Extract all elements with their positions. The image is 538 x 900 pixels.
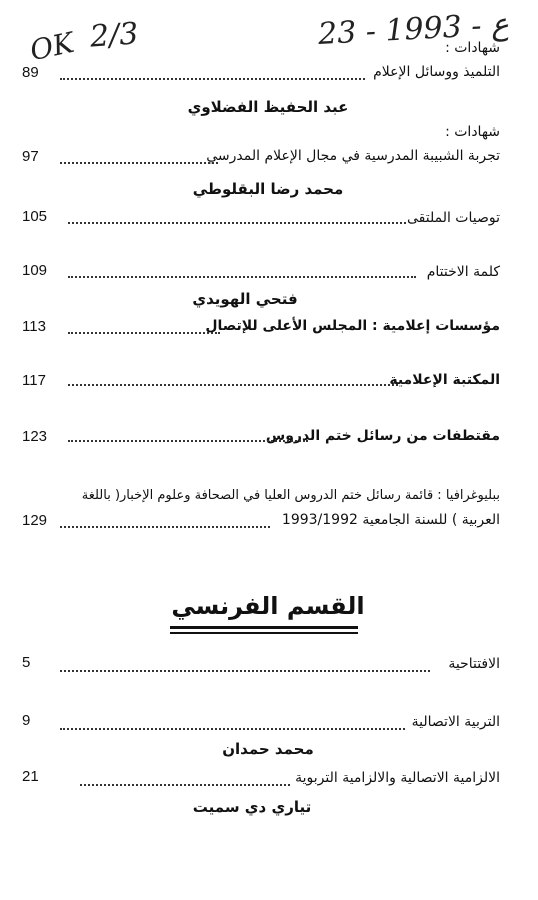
- dot-leader: [60, 526, 270, 528]
- toc-author: محمد رضا البقلوطي: [192, 180, 344, 198]
- toc-entry-page: 117: [22, 372, 46, 389]
- toc-entry-label: ببليوغرافيا : قائمة رسائل ختم الدروس العليا في الصحافة وعلوم الإخبار( باللغة: [81, 488, 500, 503]
- title-underline: [170, 626, 358, 629]
- handwritten-ok-mark: OK: [27, 25, 77, 68]
- toc-entry-label: توصيات الملتقى: [407, 210, 500, 226]
- dot-leader: [60, 78, 365, 80]
- dot-leader: [68, 384, 398, 386]
- toc-entry-page: 5: [22, 654, 31, 671]
- toc-author: فتحي الهويدي: [192, 290, 298, 308]
- title-underline: [170, 632, 358, 634]
- toc-entry-page: 9: [22, 712, 31, 729]
- toc-author: عبد الحفيظ الفضلاوي: [187, 98, 349, 116]
- toc-entry-label: الالزامية الاتصالية والالزامية التربوية: [295, 770, 500, 786]
- handwritten-number: 2/3: [88, 16, 140, 55]
- dot-leader: [60, 728, 405, 730]
- toc-entry-label: التربية الاتصالية: [411, 714, 500, 730]
- toc-entry-label: المكتبة الإعلامية: [389, 372, 500, 388]
- dot-leader: [68, 332, 220, 334]
- toc-entry-page: 123: [22, 428, 48, 445]
- toc-author: تياري دي سميت: [192, 798, 312, 816]
- toc-entry-label: مؤسسات إعلامية : المجلس الأعلى للإتصال: [205, 318, 500, 334]
- dot-leader: [80, 784, 290, 786]
- toc-entry-label: تجربة الشبيبة المدرسية في مجال الإعلام المدرسي: [206, 148, 500, 164]
- toc-entry-page: 129: [22, 512, 48, 529]
- toc-entry-page: 113: [22, 318, 46, 335]
- dot-leader: [68, 440, 308, 442]
- handwritten-date: 23 - ع - 1993: [317, 7, 510, 52]
- dot-leader: [68, 222, 406, 224]
- toc-entry-label: كلمة الاختتام: [426, 264, 500, 280]
- toc-entry-page: 97: [22, 148, 39, 165]
- dot-leader: [60, 670, 430, 672]
- dot-leader: [60, 162, 218, 164]
- toc-entry-page: 89: [22, 64, 39, 81]
- toc-entry-label: التلميذ ووسائل الإعلام: [373, 64, 500, 80]
- toc-entry-label: الافتتاحية: [448, 656, 500, 672]
- entry-heading-testimonies: شهادات :: [445, 40, 500, 56]
- toc-entry-page: 21: [22, 768, 39, 785]
- toc-entry-page: 105: [22, 208, 48, 225]
- toc-entry-page: 109: [22, 262, 48, 279]
- entry-heading-testimonies: شهادات :: [445, 124, 500, 140]
- dot-leader: [68, 276, 416, 278]
- toc-entry-label: العربية ) للسنة الجامعية 1993/1992: [281, 512, 500, 528]
- toc-author: محمد حمدان: [222, 740, 314, 758]
- toc-entry-label: مقتطفات من رسائل ختم الدروس: [265, 428, 500, 444]
- section-title-french: القسم الفرنسي: [171, 592, 365, 620]
